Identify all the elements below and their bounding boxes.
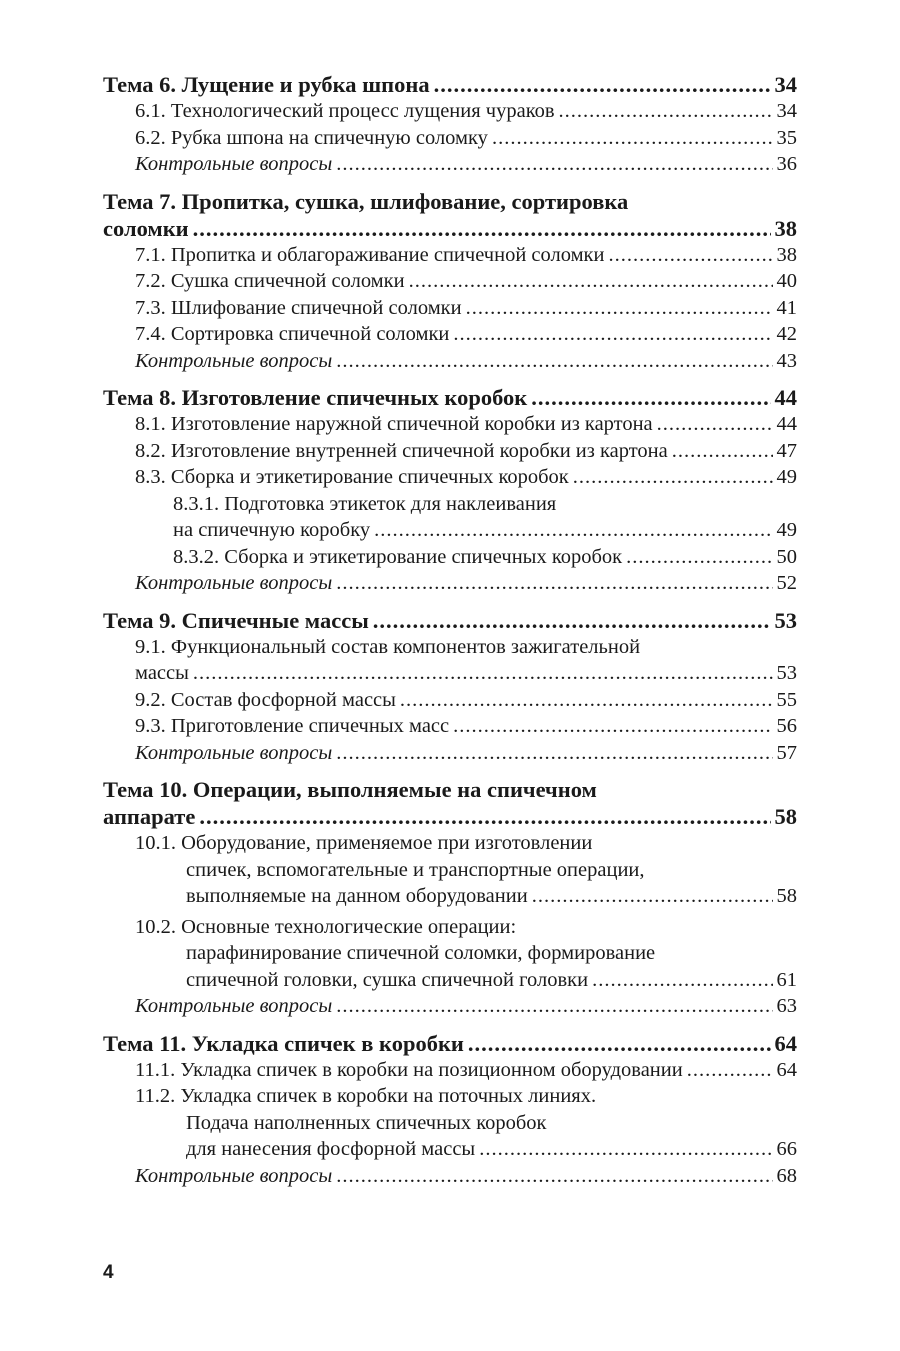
toc-page-number: 34	[776, 100, 797, 122]
toc-section-11-1[interactable]	[103, 1057, 797, 1084]
toc-page-number: 64	[774, 1030, 797, 1056]
page-number: 4	[103, 1262, 114, 1283]
toc-page-number: 49	[776, 519, 797, 541]
toc-section-10-2[interactable]	[103, 967, 797, 994]
dot-leader	[573, 464, 773, 491]
dot-leader	[531, 384, 770, 411]
toc-page-number: 43	[776, 349, 797, 372]
toc-section-title: спичечной головки, сушка спичечной головки	[186, 968, 589, 991]
toc-page-number: 36	[776, 153, 797, 175]
toc-section-10-2-line2[interactable]: парафинирование спичечной соломки, формирование	[186, 942, 656, 964]
toc-section-9-1[interactable]	[103, 660, 797, 687]
toc-topic-title: соломки	[103, 215, 189, 241]
toc-page-number: 50	[776, 545, 797, 568]
toc-section-title: Контрольные вопросы	[135, 153, 333, 175]
toc-section-title: Контрольные вопросы	[135, 572, 333, 594]
dot-leader	[592, 967, 772, 994]
toc-page-number: 38	[774, 215, 797, 241]
dot-leader	[374, 517, 772, 544]
toc-page-number: 34	[774, 72, 797, 97]
toc-section-title: Контрольные вопросы	[135, 741, 333, 764]
dot-leader	[672, 438, 773, 465]
toc-topic-title: Тема 9. Спичечные массы	[103, 607, 369, 633]
toc-section-6-2[interactable]	[103, 125, 797, 152]
dot-leader	[453, 713, 772, 740]
toc-section-title: 7.2. Сушка спичечной соломки	[135, 270, 405, 292]
toc-section-10-1-line2[interactable]: спичек, вспомогательные и транспортные операции,	[186, 858, 645, 881]
toc-topic-title: Тема 11. Укладка спичек в коробки	[103, 1030, 464, 1056]
toc-page-number: 40	[776, 270, 797, 292]
toc-page-number: 44	[774, 385, 797, 410]
toc-topic-10-line1[interactable]: Тема 10. Операции, выполняемые на спичечном	[103, 777, 597, 802]
toc-topic-6[interactable]	[103, 71, 797, 98]
toc-section-9-3[interactable]	[103, 713, 797, 740]
toc-section-title: для нанесения фосфорной массы	[186, 1138, 476, 1160]
dot-leader	[559, 98, 773, 125]
toc-page-number: 38	[776, 243, 797, 266]
toc-section-title: 8.3.2. Сборка и этикетирование спичечных коробок	[173, 545, 623, 568]
dot-leader	[373, 607, 771, 634]
dot-leader	[336, 151, 772, 178]
dot-leader	[193, 215, 771, 242]
toc-topic-9[interactable]	[103, 607, 797, 634]
dot-leader	[336, 1163, 772, 1190]
dot-leader	[336, 993, 772, 1020]
toc-section-8-2[interactable]	[103, 438, 797, 465]
toc-section-10-2-line1[interactable]: 10.2. Основные технологические операции:	[135, 915, 517, 938]
toc-page-number: 68	[776, 1164, 797, 1187]
toc-section-8-3[interactable]	[103, 464, 797, 491]
toc-page-number: 42	[776, 323, 797, 345]
toc-section-10-1-line1[interactable]: 10.1. Оборудование, применяемое при изготовлении	[135, 832, 593, 854]
toc-subsection-8-3-1-line1[interactable]: 8.3.1. Подготовка этикеток для наклеивания	[173, 492, 557, 515]
toc-page-number: 57	[776, 741, 797, 764]
toc-section-11-2[interactable]	[103, 1136, 797, 1163]
dot-leader	[466, 295, 773, 322]
dot-leader	[434, 71, 771, 98]
toc-page-number: 53	[776, 662, 797, 684]
dot-leader	[657, 411, 773, 438]
toc-section-9-1-line1[interactable]: 9.1. Функциональный состав компонентов зажигательной	[135, 635, 641, 658]
toc-topic-8[interactable]	[103, 384, 797, 411]
toc-section-10-1[interactable]	[103, 883, 797, 910]
toc-topic-title: Тема 8. Изготовление спичечных коробок	[103, 385, 528, 410]
toc-section-7-2[interactable]	[103, 268, 797, 295]
toc-page-number: 44	[776, 413, 797, 435]
dot-leader	[400, 687, 773, 714]
dot-leader	[453, 321, 772, 348]
dot-leader	[193, 660, 773, 687]
toc-control-questions-8[interactable]	[103, 570, 797, 597]
toc-section-11-2-line2[interactable]: Подача наполненных спичечных коробок	[186, 1111, 547, 1134]
toc-control-questions-6[interactable]	[103, 151, 797, 178]
toc-section-title: массы	[135, 662, 189, 684]
toc-topic-title: Тема 6. Лущение и рубка шпона	[103, 72, 430, 97]
toc-section-9-2[interactable]	[103, 687, 797, 714]
toc-page-number: 53	[774, 607, 797, 633]
toc-topic-10[interactable]	[103, 803, 797, 830]
toc-subsection-8-3-1[interactable]	[103, 517, 797, 544]
toc-section-title: на спичечную коробку	[173, 519, 371, 541]
toc-page-number: 61	[776, 968, 797, 991]
toc-page-number: 55	[776, 688, 797, 711]
dot-leader	[532, 883, 773, 910]
toc-topic-7-line1[interactable]: Тема 7. Пропитка, сушка, шлифование, сортировка	[103, 188, 629, 214]
dot-leader	[479, 1136, 772, 1163]
toc-section-8-1[interactable]	[103, 411, 797, 438]
toc-page-number: 64	[776, 1058, 797, 1081]
toc-section-title: 8.2. Изготовление внутренней спичечной коробки из картона	[135, 439, 668, 462]
dot-leader	[336, 570, 772, 597]
dot-leader	[626, 544, 772, 571]
toc-section-title: 9.2. Состав фосфорной массы	[135, 688, 396, 711]
toc-page-number: 52	[776, 572, 797, 594]
toc-control-questions-9[interactable]	[103, 740, 797, 767]
toc-section-title: 7.4. Сортировка спичечной соломки	[135, 323, 450, 345]
toc-page-number: 63	[776, 995, 797, 1017]
toc-section-title: Контрольные вопросы	[135, 1164, 333, 1187]
toc-control-questions-7[interactable]	[103, 348, 797, 375]
toc-subsection-8-3-2[interactable]	[103, 544, 797, 571]
toc-control-questions-10[interactable]	[103, 993, 797, 1020]
dot-leader	[336, 740, 772, 767]
toc-page-number: 66	[776, 1138, 797, 1160]
dot-leader	[609, 242, 773, 269]
toc-section-title: 9.3. Приготовление спичечных масс	[135, 715, 450, 737]
toc-section-title: 6.2. Рубка шпона на спичечную соломку	[135, 126, 488, 149]
toc-section-7-4[interactable]	[103, 321, 797, 348]
dot-leader	[409, 268, 773, 295]
dot-leader	[199, 803, 770, 830]
toc-section-title: 7.1. Пропитка и облагораживание спичечной соломки	[135, 243, 605, 266]
toc-page-number: 56	[776, 715, 797, 737]
toc-control-questions-11[interactable]	[103, 1163, 797, 1190]
toc-page-number: 58	[774, 804, 797, 829]
toc-topic-title: аппарате	[103, 804, 196, 829]
toc-section-title: Контрольные вопросы	[135, 349, 333, 372]
toc-section-7-1[interactable]	[103, 242, 797, 269]
table-of-contents	[103, 71, 797, 1189]
toc-page-number: 35	[776, 126, 797, 149]
dot-leader	[492, 125, 773, 152]
toc-section-title: 11.1. Укладка спичек в коробки на позиционном оборудовании	[135, 1058, 683, 1081]
toc-section-title: выполняемые на данном оборудовании	[186, 885, 528, 907]
dot-leader	[336, 348, 772, 375]
toc-topic-7[interactable]	[103, 215, 797, 242]
toc-page-number: 41	[776, 296, 797, 319]
toc-section-11-2-line1[interactable]: 11.2. Укладка спичек в коробки на поточных линиях.	[135, 1085, 597, 1107]
toc-page-number: 47	[776, 439, 797, 462]
toc-section-7-3[interactable]	[103, 295, 797, 322]
toc-section-title: 7.3. Шлифование спичечной соломки	[135, 296, 462, 319]
toc-section-6-1[interactable]	[103, 98, 797, 125]
toc-section-title: Контрольные вопросы	[135, 995, 333, 1017]
dot-leader	[687, 1057, 773, 1084]
toc-topic-11[interactable]	[103, 1030, 797, 1057]
toc-section-title: 8.1. Изготовление наружной спичечной коробки из картона	[135, 413, 653, 435]
dot-leader	[468, 1030, 771, 1057]
toc-page-number: 49	[776, 466, 797, 488]
toc-page-number: 58	[776, 885, 797, 907]
toc-section-title: 6.1. Технологический процесс лущения чураков	[135, 100, 555, 122]
toc-section-title: 8.3. Сборка и этикетирование спичечных коробок	[135, 466, 569, 488]
